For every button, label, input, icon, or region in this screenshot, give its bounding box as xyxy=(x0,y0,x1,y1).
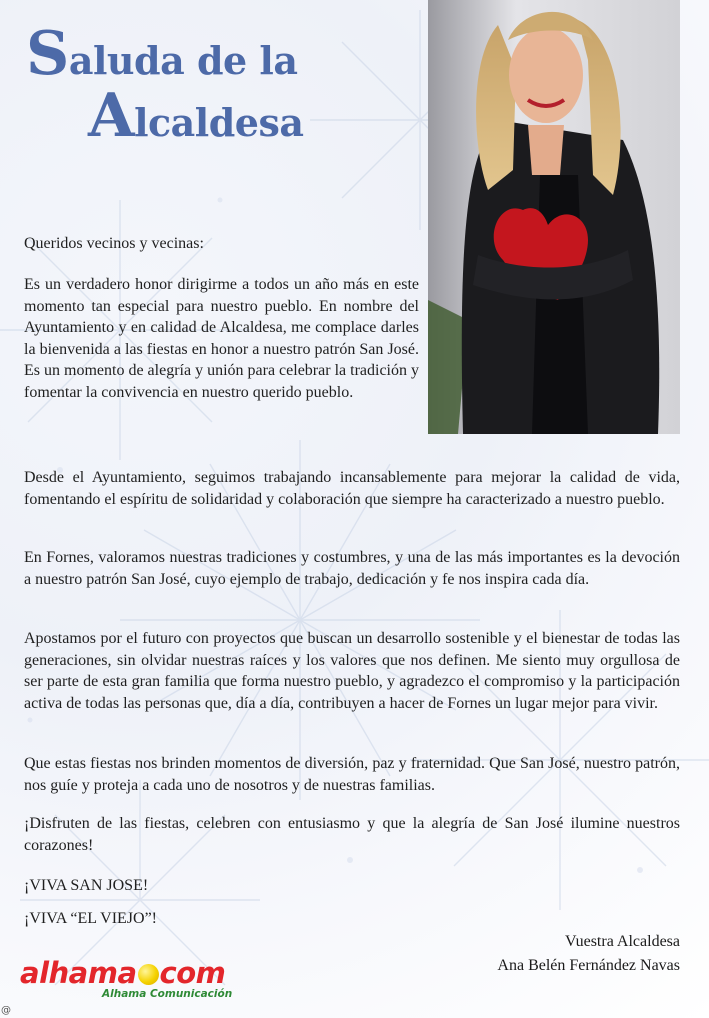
cheer-viva-el-viejo: ¡VIVA “EL VIEJO”! xyxy=(24,910,158,927)
title-line-1: Saluda de la xyxy=(26,19,298,89)
letter-paragraph-5: Que estas fiestas nos brinden momentos de diversión, paz y fraternidad. Que San José, nuestro patrón, nos guíe y proteja a cada uno de nosotros y de nuestras familias. xyxy=(24,755,680,794)
letter-paragraph-2: Desde el Ayuntamiento, seguimos trabajando incansablemente para mejorar la calidad de vida, fomentando el espíritu de solidaridad y colaboración que siempre ha caracterizado a nuestro pueblo. xyxy=(24,469,680,508)
page-title xyxy=(26,19,406,151)
alhama-logo xyxy=(20,956,250,1004)
signature-role: Vuestra Alcaldesa xyxy=(565,933,680,950)
letter-paragraph-1: Es un verdadero honor dirigirme a todos un año más en este momento tan especial para nuestro pueblo. En nombre del Ayuntamiento y en calidad de Alcaldesa, me complace darles la bienvenida a las fiestas en honor a nuestro patrón San José. Es un momento de alegría y unión para celebrar la tradición y fomentar la convivencia en nuestro querido pueblo. xyxy=(24,276,419,401)
title-line-2: Alcaldesa xyxy=(88,81,304,151)
signature-block xyxy=(497,930,680,978)
letter-paragraph-6: ¡Disfruten de las fiestas, celebren con entusiasmo y que la alegría de San José ilumine nuestros corazones! xyxy=(24,815,680,854)
cheer-viva-san-jose: ¡VIVA SAN JOSE! xyxy=(24,877,149,894)
mayor-portrait xyxy=(428,0,680,434)
logo-wordmark: alhama com xyxy=(20,956,226,990)
logo-subtitle: Alhama Comunicación xyxy=(102,988,233,1000)
logo-dot-icon xyxy=(138,964,159,985)
signature-name: Ana Belén Fernández Navas xyxy=(497,957,680,974)
letter-paragraph-4: Apostamos por el futuro con proyectos que buscan un desarrollo sostenible y el bienestar de todas las generaciones, sin olvidar nuestras raíces y los valores que nos definen. Me siento muy orgullosa de ser parte de esta gran familia que forma nuestro pueblo, y agradezco el compromiso y la participación activa de todas las personas que, día a día, contribuyen a hacer de Fornes un lugar mejor para vivir. xyxy=(24,630,680,712)
letter-paragraph-3: En Fornes, valoramos nuestras tradiciones y costumbres, y una de las más importantes es la devoción a nuestro patrón San José, cuyo ejemplo de trabajo, dedicación y fe nos inspira cada día. xyxy=(24,549,680,588)
watermark-mark: @ xyxy=(1,1005,11,1016)
letter-greeting: Queridos vecinos y vecinas: xyxy=(24,235,204,252)
